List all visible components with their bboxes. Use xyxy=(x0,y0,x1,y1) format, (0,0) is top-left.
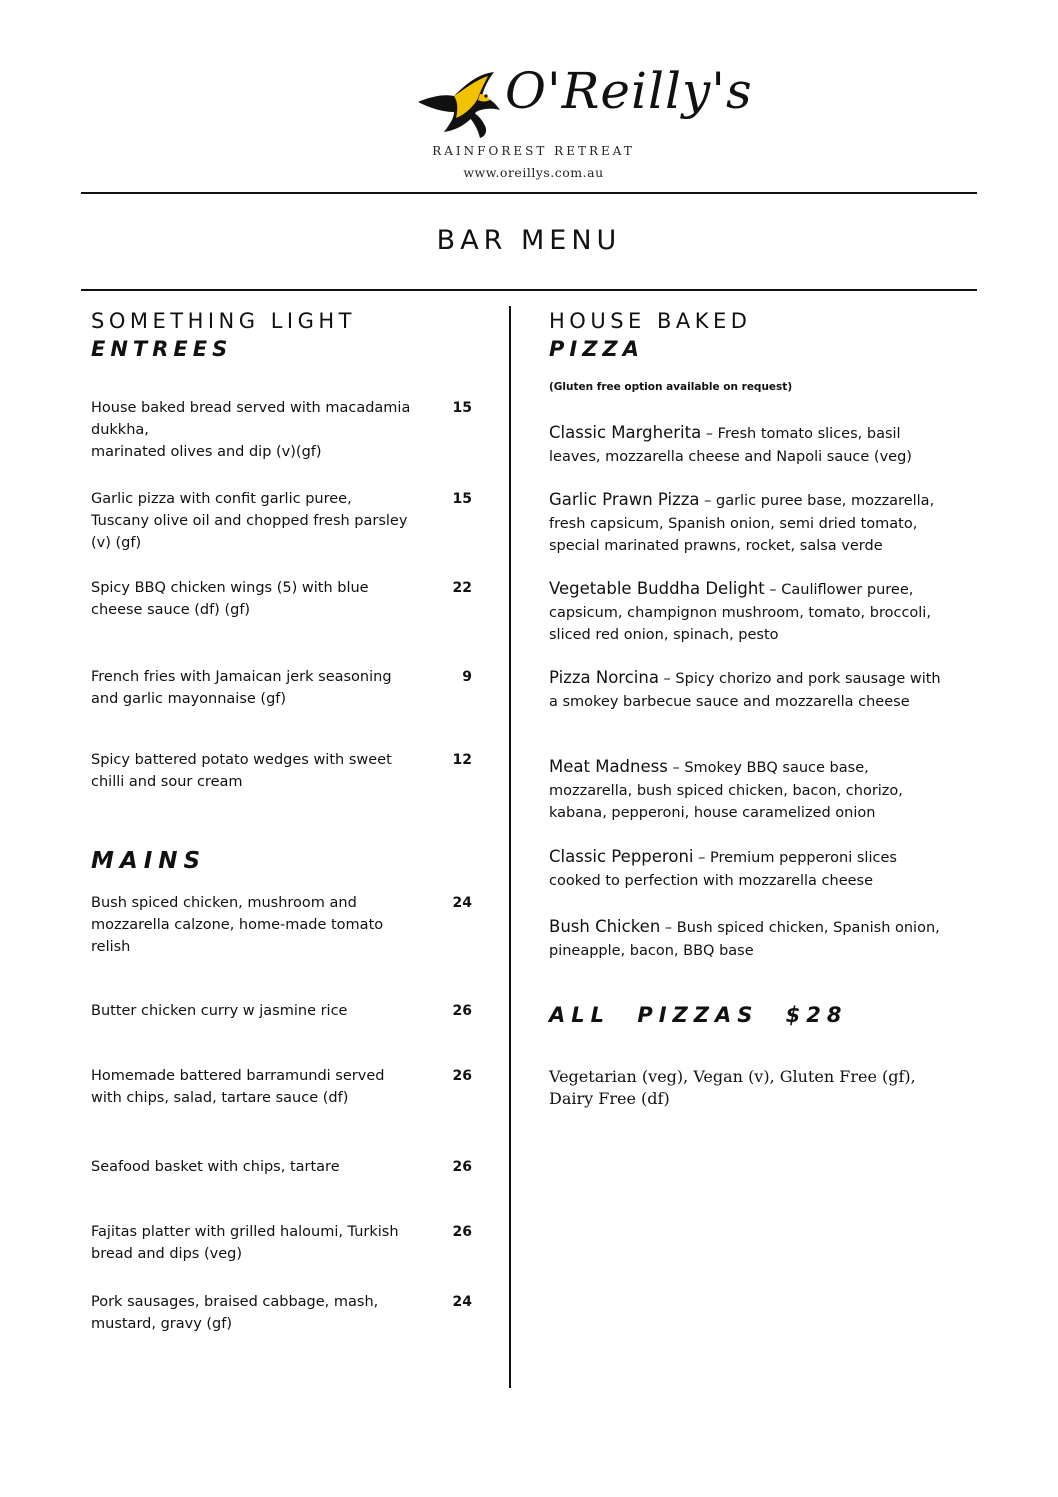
title-divider xyxy=(81,289,977,291)
menu-item-pizza xyxy=(549,846,949,892)
top-divider xyxy=(81,192,977,194)
pizza-separator: – xyxy=(701,426,718,442)
pizza-separator: – xyxy=(699,493,716,509)
pizza-name: Bush Chicken xyxy=(549,917,661,936)
pizza-name: Vegetable Buddha Delight xyxy=(549,579,765,598)
section-heading-pizza: PIZZA xyxy=(549,337,644,361)
item-price: 15 xyxy=(452,400,472,416)
pizza-description: Cauliflower puree, capsicum, champignon mushroom, tomato, broccoli, sliced red onion, spinach, pesto xyxy=(549,582,931,643)
item-price: 26 xyxy=(452,1068,472,1084)
gluten-free-note: (Gluten free option available on request) xyxy=(549,381,793,393)
item-price: 26 xyxy=(452,1003,472,1019)
item-description: French fries with Jamaican jerk seasoning and garlic mayonnaise (gf) xyxy=(91,669,392,707)
item-description: Bush spiced chicken, mushroom and mozzarella calzone, home-made tomato relish xyxy=(91,895,384,955)
pizza-separator: – xyxy=(658,671,676,687)
pizza-description: Premium pepperoni slices cooked to perfection with mozzarella cheese xyxy=(549,850,897,889)
page-title: BAR MENU xyxy=(436,225,622,256)
pizza-description: Fresh tomato slices, basil leaves, mozzarella cheese and Napoli sauce (veg) xyxy=(549,426,912,465)
section-heading-something-light: SOMETHING LIGHT xyxy=(91,309,357,333)
pizza-description: Spicy chorizo and pork sausage with a smokey barbecue sauce and mozzarella cheese xyxy=(549,671,941,710)
item-description: Homemade battered barramundi served with chips, salad, tartare sauce (df) xyxy=(91,1068,385,1106)
menu-item-pizza xyxy=(549,756,949,825)
item-price: 9 xyxy=(462,669,472,685)
pizza-description: garlic puree base, mozzarella, fresh capsicum, Spanish onion, semi dried tomato, special marinated prawns, rocket, salsa verde xyxy=(549,493,935,554)
item-description: Pork sausages, braised cabbage, mash, mustard, gravy (gf) xyxy=(91,1294,379,1332)
item-price: 24 xyxy=(452,895,472,911)
item-description: Butter chicken curry w jasmine rice xyxy=(91,1003,348,1019)
pizza-name: Classic Margherita xyxy=(549,423,702,442)
pizza-separator: – xyxy=(693,850,710,866)
item-price: 15 xyxy=(452,491,472,507)
section-heading-entrees: ENTREES xyxy=(91,337,233,361)
bird-logo-icon xyxy=(414,66,504,138)
menu-item-pizza xyxy=(549,916,949,962)
item-price: 26 xyxy=(452,1159,472,1175)
section-heading-mains: MAINS xyxy=(91,848,207,874)
section-heading-house-baked: HOUSE BAKED xyxy=(549,309,752,333)
menu-item-pizza xyxy=(549,667,949,713)
pizza-name: Meat Madness xyxy=(549,757,668,776)
dietary-legend: Vegetarian (veg), Vegan (v), Gluten Free (gf), Dairy Free (df) xyxy=(549,1067,916,1108)
item-description: Spicy battered potato wedges with sweet chilli and sour cream xyxy=(91,752,392,790)
brand-tagline: RAINFOREST RETREAT xyxy=(432,144,635,158)
pizza-description: Bush spiced chicken, Spanish onion, pineapple, bacon, BBQ base xyxy=(549,920,940,959)
pizza-name: Pizza Norcina xyxy=(549,668,659,687)
item-price: 22 xyxy=(452,580,472,596)
menu-item-pizza xyxy=(549,578,949,647)
item-price: 12 xyxy=(452,752,472,768)
item-description: House baked bread served with macadamia dukkha, marinated olives and dip (v)(gf) xyxy=(91,400,411,460)
pizza-separator: – xyxy=(660,920,677,936)
item-price: 24 xyxy=(452,1294,472,1310)
item-price: 26 xyxy=(452,1224,472,1240)
pizza-separator: – xyxy=(764,582,782,598)
item-description: Seafood basket with chips, tartare xyxy=(91,1159,340,1175)
menu-item-pizza xyxy=(549,422,949,468)
pizza-separator: – xyxy=(667,760,685,776)
pizza-name: Classic Pepperoni xyxy=(549,847,694,866)
pizza-name: Garlic Prawn Pizza xyxy=(549,490,700,509)
item-description: Fajitas platter with grilled haloumi, Turkish bread and dips (veg) xyxy=(91,1224,399,1262)
column-divider xyxy=(509,306,511,1388)
all-pizzas-price: ALL PIZZAS $28 xyxy=(549,1003,848,1027)
item-description: Garlic pizza with confit garlic puree, Tuscany olive oil and chopped fresh parsley (v) (gf) xyxy=(91,491,408,551)
brand-name: O'Reilly's xyxy=(505,62,753,120)
pizza-description: Smokey BBQ sauce base, mozzarella, bush spiced chicken, bacon, chorizo, kabana, pepperoni, house caramelized onion xyxy=(549,760,903,821)
brand-logo xyxy=(0,62,1058,182)
menu-item-pizza xyxy=(549,489,949,558)
item-description: Spicy BBQ chicken wings (5) with blue cheese sauce (df) (gf) xyxy=(91,580,369,618)
brand-url[interactable]: www.oreillys.com.au xyxy=(463,165,604,180)
